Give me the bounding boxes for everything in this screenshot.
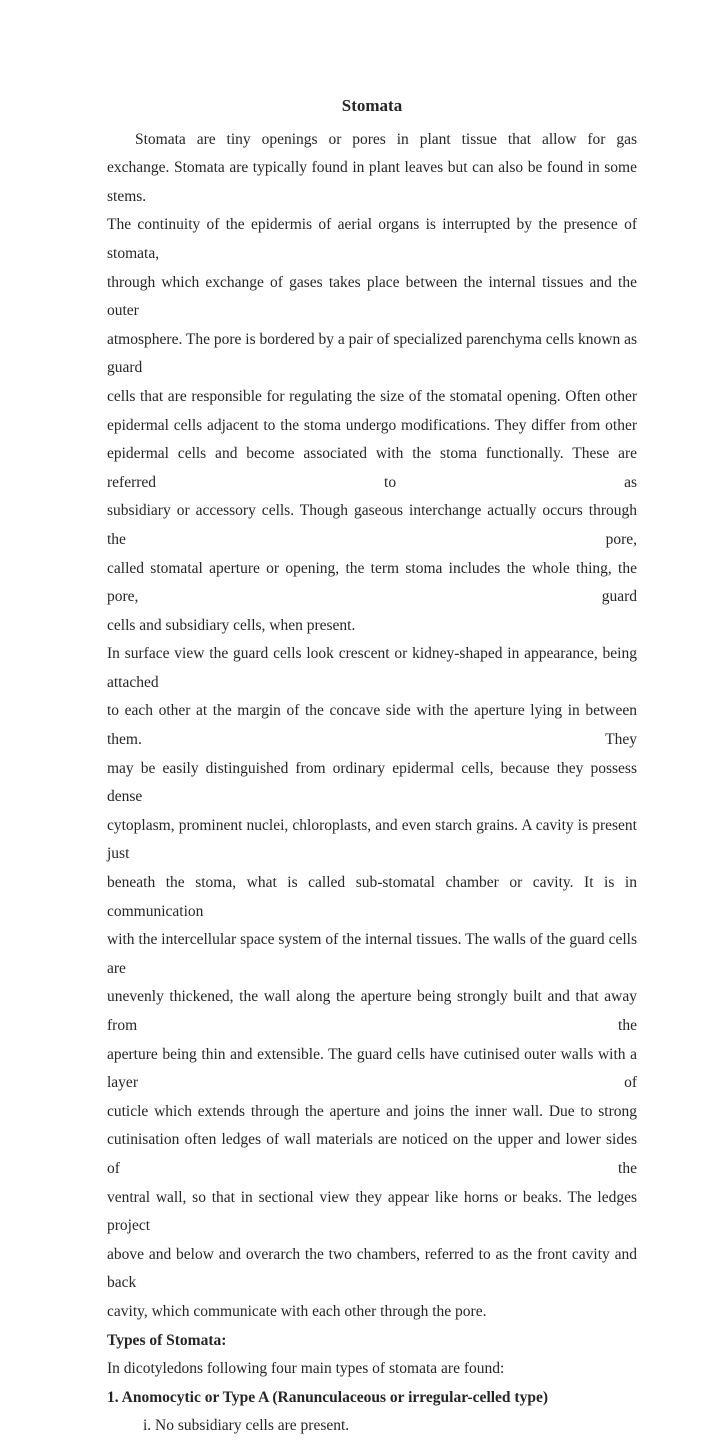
paragraph-epidermis-continuity (107, 211, 637, 640)
text-line: The continuity of the epidermis of aerial organs is interrupted by the presence of stomata, (107, 216, 637, 262)
paragraph-guard-cells-surface-view (107, 640, 637, 1326)
type-a-heading-anomocytic: 1. Anomocytic or Type A (Ranunculaceous or irregular-celled type) (107, 1388, 549, 1406)
text-line: cavity, which communicate with each other through the pore. (107, 1302, 487, 1320)
text-line: ventral wall, so that in sectional view they appear like horns or beaks. The ledges project (107, 1188, 637, 1235)
page-title: Stomata (341, 96, 403, 115)
text-line: atmosphere. The pore is bordered by a pair of specialized parenchyma cells known as guard (107, 330, 637, 377)
text-line: subsidiary or accessory cells. Though gaseous interchange actually occurs through the pore, (107, 502, 637, 548)
text-line: In surface view the guard cells look crescent or kidney-shaped in appearance, being attached (107, 645, 637, 691)
text-line: Stomata are tiny openings or pores in plant tissue that allow for gas (135, 130, 637, 148)
type-a-list-item-no-subsidiary-cells: i. No subsidiary cells are present. (143, 1417, 350, 1435)
text-line: cells and subsidiary cells, when present. (107, 616, 356, 634)
text-line: above and below and overarch the two chambers, referred to as the front cavity and back (107, 1245, 637, 1292)
text-line: cells that are responsible for regulating the size of the stomatal opening. Often other (107, 387, 637, 405)
text-line: to each other at the margin of the concave side with the aperture lying in between them. They (107, 702, 637, 749)
text-line: exchange. Stomata are typically found in plant leaves but can also be found in some stems. (107, 159, 637, 205)
text-line: called stomatal aperture or opening, the term stoma includes the whole thing, the pore, guard (107, 559, 637, 606)
text-line: may be easily distinguished from ordinary epidermal cells, because they possess dense (107, 759, 637, 806)
section-heading-types-of-stomata: Types of Stomata: (107, 1331, 227, 1349)
text-line: cuticle which extends through the aperture and joins the inner wall. Due to strong (107, 1102, 637, 1120)
text-line: cytoplasm, prominent nuclei, chloroplasts, and even starch grains. A cavity is present just (107, 816, 637, 863)
text-line: unevenly thickened, the wall along the aperture being strongly built and that away from the (107, 988, 637, 1034)
text-line: epidermal cells and become associated with the stoma functionally. These are referred to as (107, 445, 637, 491)
text-line: with the intercellular space system of the internal tissues. The walls of the guard cells are (107, 931, 637, 977)
text-line: cutinisation often ledges of wall materials are noticed on the upper and lower sides of the (107, 1131, 637, 1177)
text-line: epidermal cells adjacent to the stoma undergo modifications. They differ from other (107, 416, 637, 434)
section-intro-dicotyledons: In dicotyledons following four main types of stomata are found: (107, 1360, 505, 1378)
text-line: aperture being thin and extensible. The guard cells have cutinised outer walls with a layer of (107, 1045, 637, 1092)
paragraph-intro (107, 126, 637, 212)
text-line: through which exchange of gases takes place between the internal tissues and the outer (107, 273, 637, 320)
text-line: beneath the stoma, what is called sub-stomatal chamber or cavity. It is in communication (107, 874, 637, 920)
